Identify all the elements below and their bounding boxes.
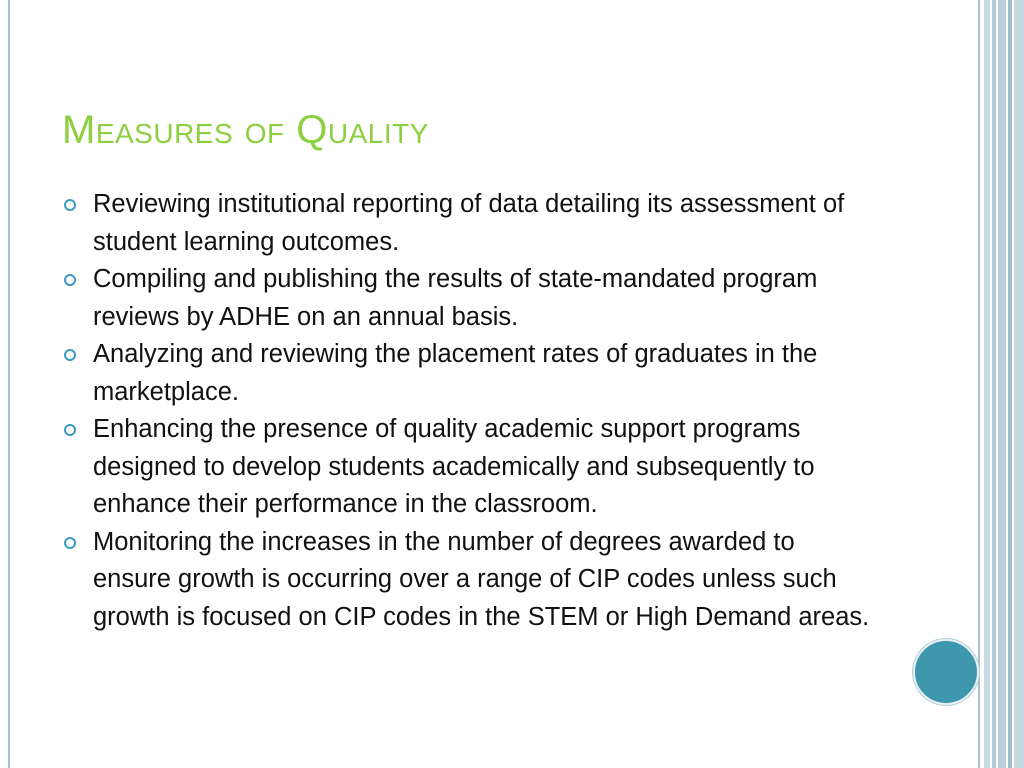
stripe (1014, 0, 1024, 768)
teal-circle-icon (913, 639, 979, 705)
left-frame-line (8, 0, 10, 768)
hollow-circle-bullet-icon (64, 537, 76, 549)
stripe (984, 0, 990, 768)
hollow-circle-bullet-icon (64, 424, 76, 436)
bullet-text: Enhancing the presence of quality academic support programs designed to develop students academically and subsequently to enhance their performance in the classroom. (93, 415, 815, 518)
hollow-circle-bullet-icon (64, 199, 76, 211)
right-decorative-stripes (978, 0, 1024, 768)
bullet-item (62, 411, 872, 524)
bullet-item (62, 261, 872, 336)
bullet-text: Reviewing institutional reporting of data detailing its assessment of student learning outcomes. (93, 190, 845, 256)
hollow-circle-bullet-icon (64, 349, 76, 361)
stripe (1008, 0, 1012, 768)
bullet-item (62, 524, 872, 637)
hollow-circle-bullet-icon (64, 274, 76, 286)
bullet-text: Monitoring the increases in the number of degrees awarded to ensure growth is occurring over a range of CIP codes unless such growth is focused on CIP codes in the STEM or High Demand areas. (93, 527, 870, 631)
stripe (992, 0, 996, 768)
bullet-text: Compiling and publishing the results of state-mandated program reviews by ADHE on an annual basis. (93, 265, 818, 331)
bullet-item (62, 186, 872, 261)
stripe (978, 0, 980, 768)
bullet-item (62, 336, 872, 411)
bullet-text: Analyzing and reviewing the placement rates of graduates in the marketplace. (93, 340, 818, 406)
bullet-list (62, 186, 872, 636)
slide-title: Measures of Quality (62, 108, 429, 152)
stripe (998, 0, 1006, 768)
